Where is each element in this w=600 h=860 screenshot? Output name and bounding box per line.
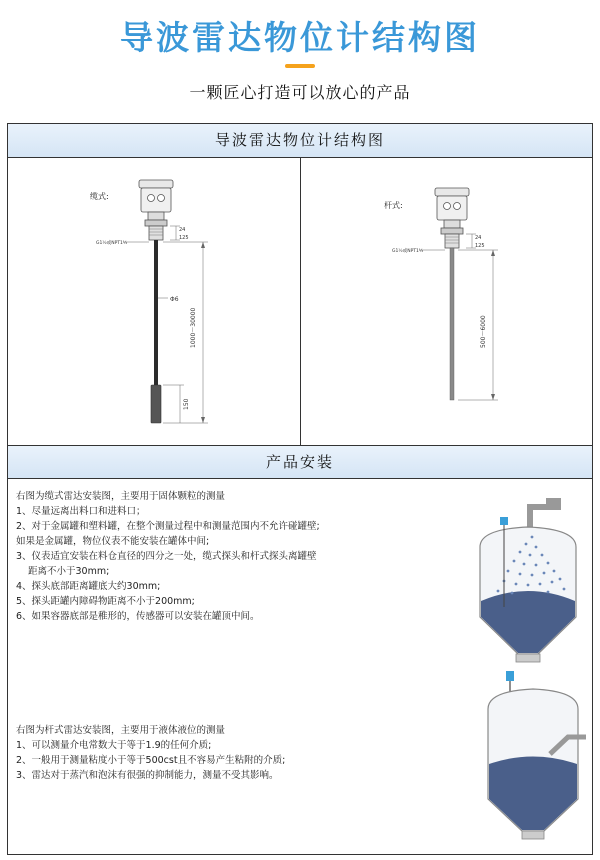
cable-type-diagram <box>8 158 300 445</box>
rod-dim-length: 500～6000 <box>480 315 487 348</box>
cable-text-line: 距离不小于30mm; <box>28 566 110 577</box>
rod-dim-mid: 125 <box>475 243 485 249</box>
page-title: 导波雷达物位计结构图 <box>120 18 480 57</box>
cable-text-line: 3、仪表适宜安装在料仓直径的四分之一处，缆式探头和杆式探头离罐壁 <box>16 551 317 562</box>
cable-dim-mid: 125 <box>179 235 189 241</box>
rod-thread-label: G1½或NPT1½ <box>392 249 424 254</box>
cable-thread-label: G1½或NPT1½ <box>96 241 128 246</box>
rod-type-diagram <box>300 158 592 445</box>
rod-text-line: 右图为杆式雷达安装图，主要用于液体液位的测量 <box>16 725 226 736</box>
rod-install-illustration <box>478 669 590 854</box>
cable-text-line: 2、对于金属罐和塑料罐，在整个测量过程中和测量范围内不允许碰罐壁; <box>16 521 320 532</box>
cable-text-line: 右图为缆式雷达安装图，主要用于固体颗粒的测量 <box>16 491 226 502</box>
page-subtitle: 一颗匠心打造可以放心的产品 <box>189 83 411 102</box>
structure-diagrams <box>8 158 592 445</box>
rod-text-line: 3、雷达对于蒸汽和泡沫有很强的抑制能力，测量不受其影响。 <box>16 770 279 781</box>
cable-text-line: 如果是金属罐，物位仪表不能安装在罐体中间; <box>16 536 210 547</box>
title-underline <box>285 64 315 68</box>
rod-type-label: 杆式: <box>384 201 403 210</box>
install-section-header: 产品安装 <box>8 445 592 479</box>
cable-text-line: 5、探头距罐内障碍物距离不小于200mm; <box>16 596 195 607</box>
content-frame <box>7 123 593 855</box>
cable-text-line: 1、尽量远离出料口和进料口； <box>16 506 146 517</box>
install-content <box>8 479 592 855</box>
rod-text-line: 2、一般用于测量粘度小于等于500cst且不容易产生粘附的介质; <box>16 755 286 766</box>
cable-dim-diameter: Φ6 <box>170 296 179 303</box>
structure-section-header: 导波雷达物位计结构图 <box>8 124 592 158</box>
cable-dim-weight: 150 <box>183 398 190 410</box>
cable-text-line: 6、如果容器底部是稚形的，传感器可以安装在罐顶中间。 <box>16 611 260 622</box>
cable-install-illustration <box>468 489 590 674</box>
cable-install-text <box>16 489 320 624</box>
rod-text-line: 1、可以测量介电常数大于等于1.9的任何介质; <box>16 740 212 751</box>
cable-text-line: 4、探头底部距离罐底大约30mm; <box>16 581 161 592</box>
cable-dim-top: 24 <box>179 227 186 233</box>
rod-install-text <box>16 723 285 783</box>
cable-type-label: 缆式: <box>90 192 109 201</box>
cable-dim-length: 1000～30000 <box>190 307 197 348</box>
rod-dim-top: 24 <box>475 235 482 241</box>
